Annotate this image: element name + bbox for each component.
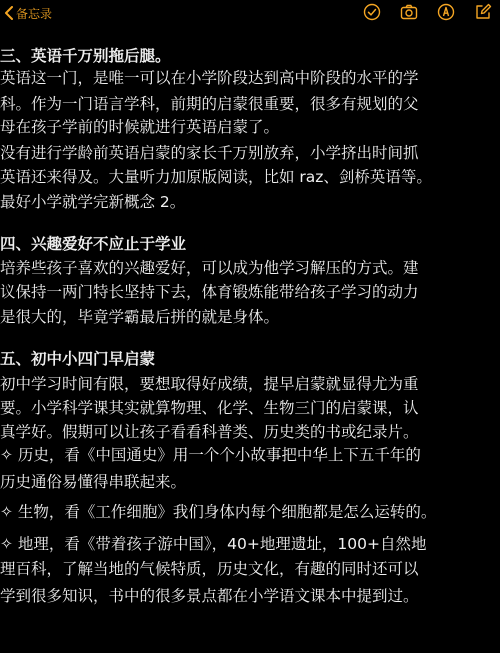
paragraph-line: ✧ 历史，看《中国通史》用一个个小故事把中华上下五千年的 — [0, 446, 421, 464]
checkmark-circle-icon — [363, 3, 381, 21]
paragraph-line: ✧ 生物，看《工作细胞》我们身体内每个细胞都是怎么运转的。 — [0, 503, 437, 521]
paragraph-line: 英语这一门，是唯一可以在小学阶段达到高中阶段的水平的学 — [0, 69, 419, 87]
paragraph-line: 学到很多知识，书中的很多景点都在小学语文课本中提到过。 — [0, 587, 419, 605]
back-label: 备忘录 — [16, 6, 53, 21]
section-heading: 五、初中小四门早启蒙 — [0, 350, 156, 368]
paragraph-line: 科。作为一门语言学科，前期的启蒙很重要，很多有规划的父 — [0, 95, 419, 113]
paragraph-line: 母在孩子学前的时候就进行英语启蒙了。 — [0, 118, 280, 136]
compose-button[interactable] — [474, 3, 492, 21]
toolbar — [363, 3, 492, 21]
paragraph-line: 没有进行学龄前英语启蒙的家长千万别放弃，小学挤出时间抓 — [0, 144, 419, 162]
navigation-bar — [0, 0, 500, 26]
paragraph-line: 英语还来得及。大量听力加原版阅读，比如 raz、剑桥英语等。 — [0, 168, 432, 186]
paragraph-line: 培养些孩子喜欢的兴趣爱好，可以成为他学习解压的方式。建 — [0, 259, 419, 277]
checklist-button[interactable] — [363, 3, 381, 21]
section-heading: 四、兴趣爱好不应止于学业 — [0, 235, 187, 253]
camera-button[interactable] — [400, 3, 418, 21]
section-heading: 三、英语千万别拖后腿。 — [0, 47, 171, 65]
markup-pen-icon — [437, 3, 455, 21]
camera-icon — [400, 3, 418, 21]
paragraph-line: ✧ 地理，看《带着孩子游中国》，40+地理遗址，100+自然地 — [0, 535, 427, 553]
chevron-left-icon — [4, 6, 14, 20]
back-button[interactable] — [4, 5, 52, 22]
paragraph-line: 最好小学就学完新概念 2。 — [0, 193, 186, 211]
compose-icon — [474, 3, 492, 21]
paragraph-line: 历史通俗易懂得串联起来。 — [0, 473, 187, 491]
paragraph-line: 议保持一两门特长坚持下去，体育锻炼能带给孩子学习的动力 — [0, 283, 419, 301]
paragraph-line: 要。小学科学课其实就算物理、化学、生物三门的启蒙课，认 — [0, 399, 419, 417]
markup-button[interactable] — [437, 3, 455, 21]
paragraph-line: 真学好。假期可以让孩子看看科普类、历史类的书或纪录片。 — [0, 423, 419, 441]
paragraph-line: 理百科，了解当地的气候特质，历史文化，有趣的同时还可以 — [0, 560, 419, 578]
paragraph-line: 是很大的，毕竟学霸最后拼的就是身体。 — [0, 308, 280, 326]
paragraph-line: 初中学习时间有限，要想取得好成绩，提早启蒙就显得尤为重 — [0, 375, 419, 393]
